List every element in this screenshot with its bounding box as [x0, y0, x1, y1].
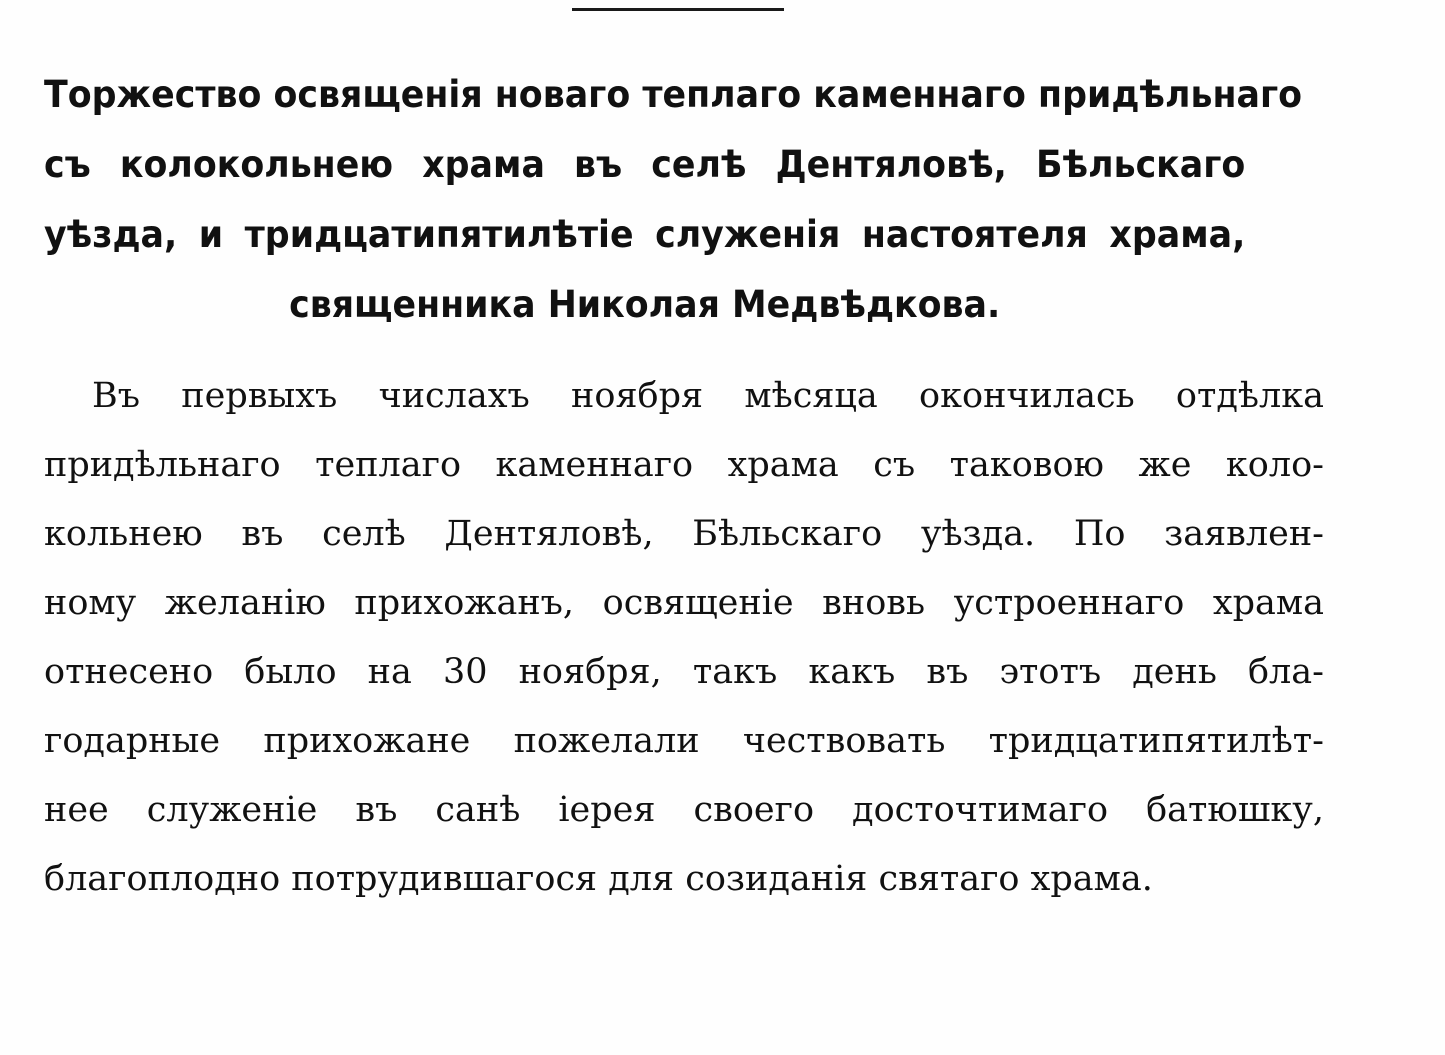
paragraph-line-1: Въ первыхъ числахъ ноября мѣсяца окончилась отдѣлка: [92, 376, 1324, 416]
heading-line-4: священника Николая Медвѣдкова.: [289, 283, 1001, 326]
paragraph-line-6: годарные прихожане пожелали чествовать тридцатипятилѣт-: [44, 721, 1324, 761]
paragraph-line-5: отнесено было на 30 ноября, такъ какъ въ этотъ день бла-: [44, 652, 1324, 692]
heading-line-1: Торжество освященія новаго теплаго каменнаго придѣльнаго: [44, 73, 1303, 116]
paragraph-line-4: ному желанію прихожанъ, освященіе вновь устроеннаго храма: [44, 583, 1324, 623]
top-divider-rule: [572, 8, 784, 11]
heading-line-2: съ колокольнею храма въ селѣ Дентяловѣ, Бѣльскаго: [44, 143, 1246, 186]
paragraph-line-3: кольнею въ селѣ Дентяловѣ, Бѣльскаго уѣзда. По заявлен-: [44, 514, 1324, 554]
article-heading: [44, 62, 1303, 342]
heading-line-3: уѣзда, и тридцатипятилѣтіе служенія настоятеля храма,: [44, 213, 1246, 256]
paragraph-line-8: благоплодно потрудившагося для созиданія святаго храма.: [44, 859, 1153, 899]
article-paragraph: [44, 364, 1324, 916]
paragraph-line-2: придѣльнаго теплаго каменнаго храма съ таковою же коло-: [44, 445, 1324, 485]
paragraph-line-7: нее служеніе въ санѣ іерея своего досточтимаго батюшку,: [44, 790, 1324, 830]
